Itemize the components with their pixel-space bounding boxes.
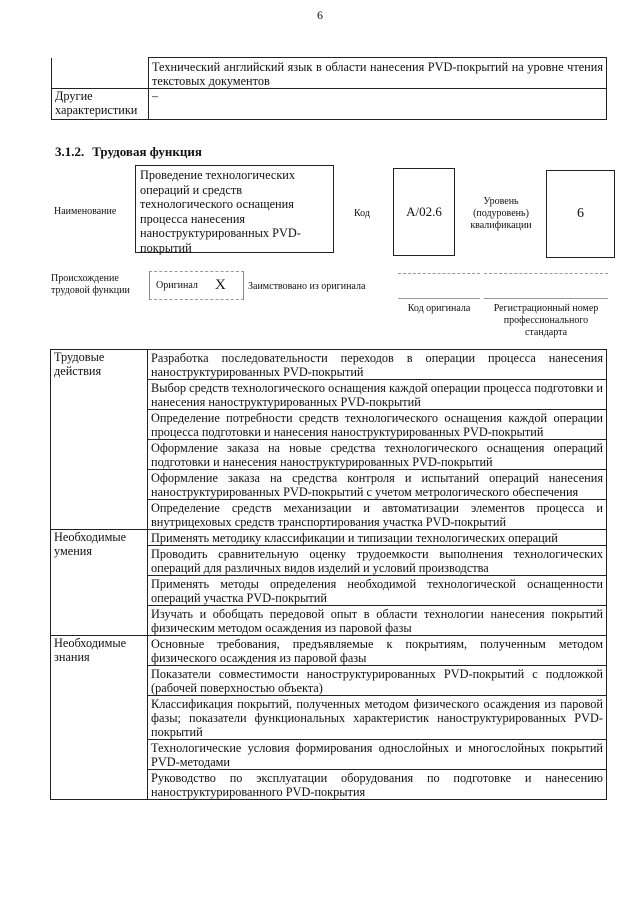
list-item: Определение потребности средств технологического оснащения каждой операции процесса подготовки и нанесения наноструктурированных PVD-покрытий xyxy=(148,410,607,440)
function-table xyxy=(50,349,607,800)
divider xyxy=(484,298,608,299)
divider xyxy=(484,273,608,274)
group-label: Трудовые действия xyxy=(51,350,148,530)
table-row xyxy=(52,89,607,120)
original-mark: X xyxy=(215,277,226,293)
original-box xyxy=(149,271,244,300)
list-item: Основные требования, предъявляемые к покрытиям, полученным методом физического осаждения из паровой фазы xyxy=(148,636,607,666)
list-item: Классификация покрытий, полученных методом физического осаждения из паровой фазы; показатели функциональных характеристик наноструктурированных PVD-покрытий xyxy=(148,696,607,740)
row-label: Другие характеристики xyxy=(52,89,149,120)
name-label: Наименование xyxy=(54,206,117,217)
code-original-label: Код оригинала xyxy=(407,303,471,314)
group-label: Необходимые умения xyxy=(51,530,148,636)
list-item: Оформление заказа на новые средства технологического оснащения операций подготовки и нанесения наноструктурированных PVD-покрытий xyxy=(148,440,607,470)
level-label: Уровень (подуровень) квалификации xyxy=(470,196,532,231)
divider xyxy=(398,273,480,275)
list-item: Применять методику классификации и типизации технологических операций xyxy=(148,530,607,546)
table-row xyxy=(51,530,607,546)
reg-number-label: Регистрационный номер профессионального стандарта xyxy=(493,303,599,338)
code-label: Код xyxy=(354,208,370,219)
list-item: Оформление заказа на средства контроля и испытаний операций нанесения наноструктурированных PVD-покрытий с учетом метрологического обеспечения xyxy=(148,470,607,500)
page-number: 6 xyxy=(317,8,323,22)
table-row xyxy=(52,58,607,89)
list-item: Руководство по эксплуатации оборудования по подготовке и нанесению наноструктурированного PVD-покрытия xyxy=(148,770,607,800)
section-title: Трудовая функция xyxy=(92,144,202,159)
row-label xyxy=(52,58,149,89)
list-item: Разработка последовательности переходов в операции процесса нанесения наноструктурированных PVD-покрытий xyxy=(148,350,607,380)
list-item: Показатели совместимости наноструктурированных PVD-покрытий с подложкой (рабочей поверхностью объекта) xyxy=(148,666,607,696)
code-value-box: А/02.6 xyxy=(393,168,455,256)
list-item: Технологические условия формирования однослойных и многослойных покрытий PVD-методами xyxy=(148,740,607,770)
divider xyxy=(398,298,480,299)
row-text: – xyxy=(149,89,607,120)
section-heading xyxy=(55,144,202,160)
list-item: Изучать и обобщать передовой опыт в области технологии нанесения покрытий физическим методом осаждения из паровой фазы xyxy=(148,606,607,636)
top-table xyxy=(51,57,607,120)
table-row xyxy=(51,350,607,380)
origin-label: Происхождение трудовой функции xyxy=(51,273,130,296)
level-value-box: 6 xyxy=(546,170,615,258)
borrowed-label: Заимствовано из оригинала xyxy=(248,281,366,292)
list-item: Применять методы определения необходимой технологической оснащенности операций участка PVD-покрытий xyxy=(148,576,607,606)
section-number: 3.1.2. xyxy=(55,144,85,159)
function-name-box: Проведение технологических операций и средств технологического оснащения процесса нанесения наноструктурированных PVD-покрытий xyxy=(135,165,334,253)
table-row xyxy=(51,636,607,666)
original-label: Оригинал xyxy=(156,280,198,291)
list-item: Определение средств механизации и автоматизации элементов процесса и внутрицеховых средств транспортирования участка PVD-покрытий xyxy=(148,500,607,530)
row-text: Технический английский язык в области нанесения PVD-покрытий на уровне чтения текстовых документов xyxy=(149,58,607,89)
list-item: Проводить сравнительную оценку трудоемкости выполнения технологических операций для различных видов изделий и условий производства xyxy=(148,546,607,576)
group-label: Необходимые знания xyxy=(51,636,148,800)
list-item: Выбор средств технологического оснащения каждой операции процесса подготовки и нанесения наноструктурированных PVD-покрытий xyxy=(148,380,607,410)
